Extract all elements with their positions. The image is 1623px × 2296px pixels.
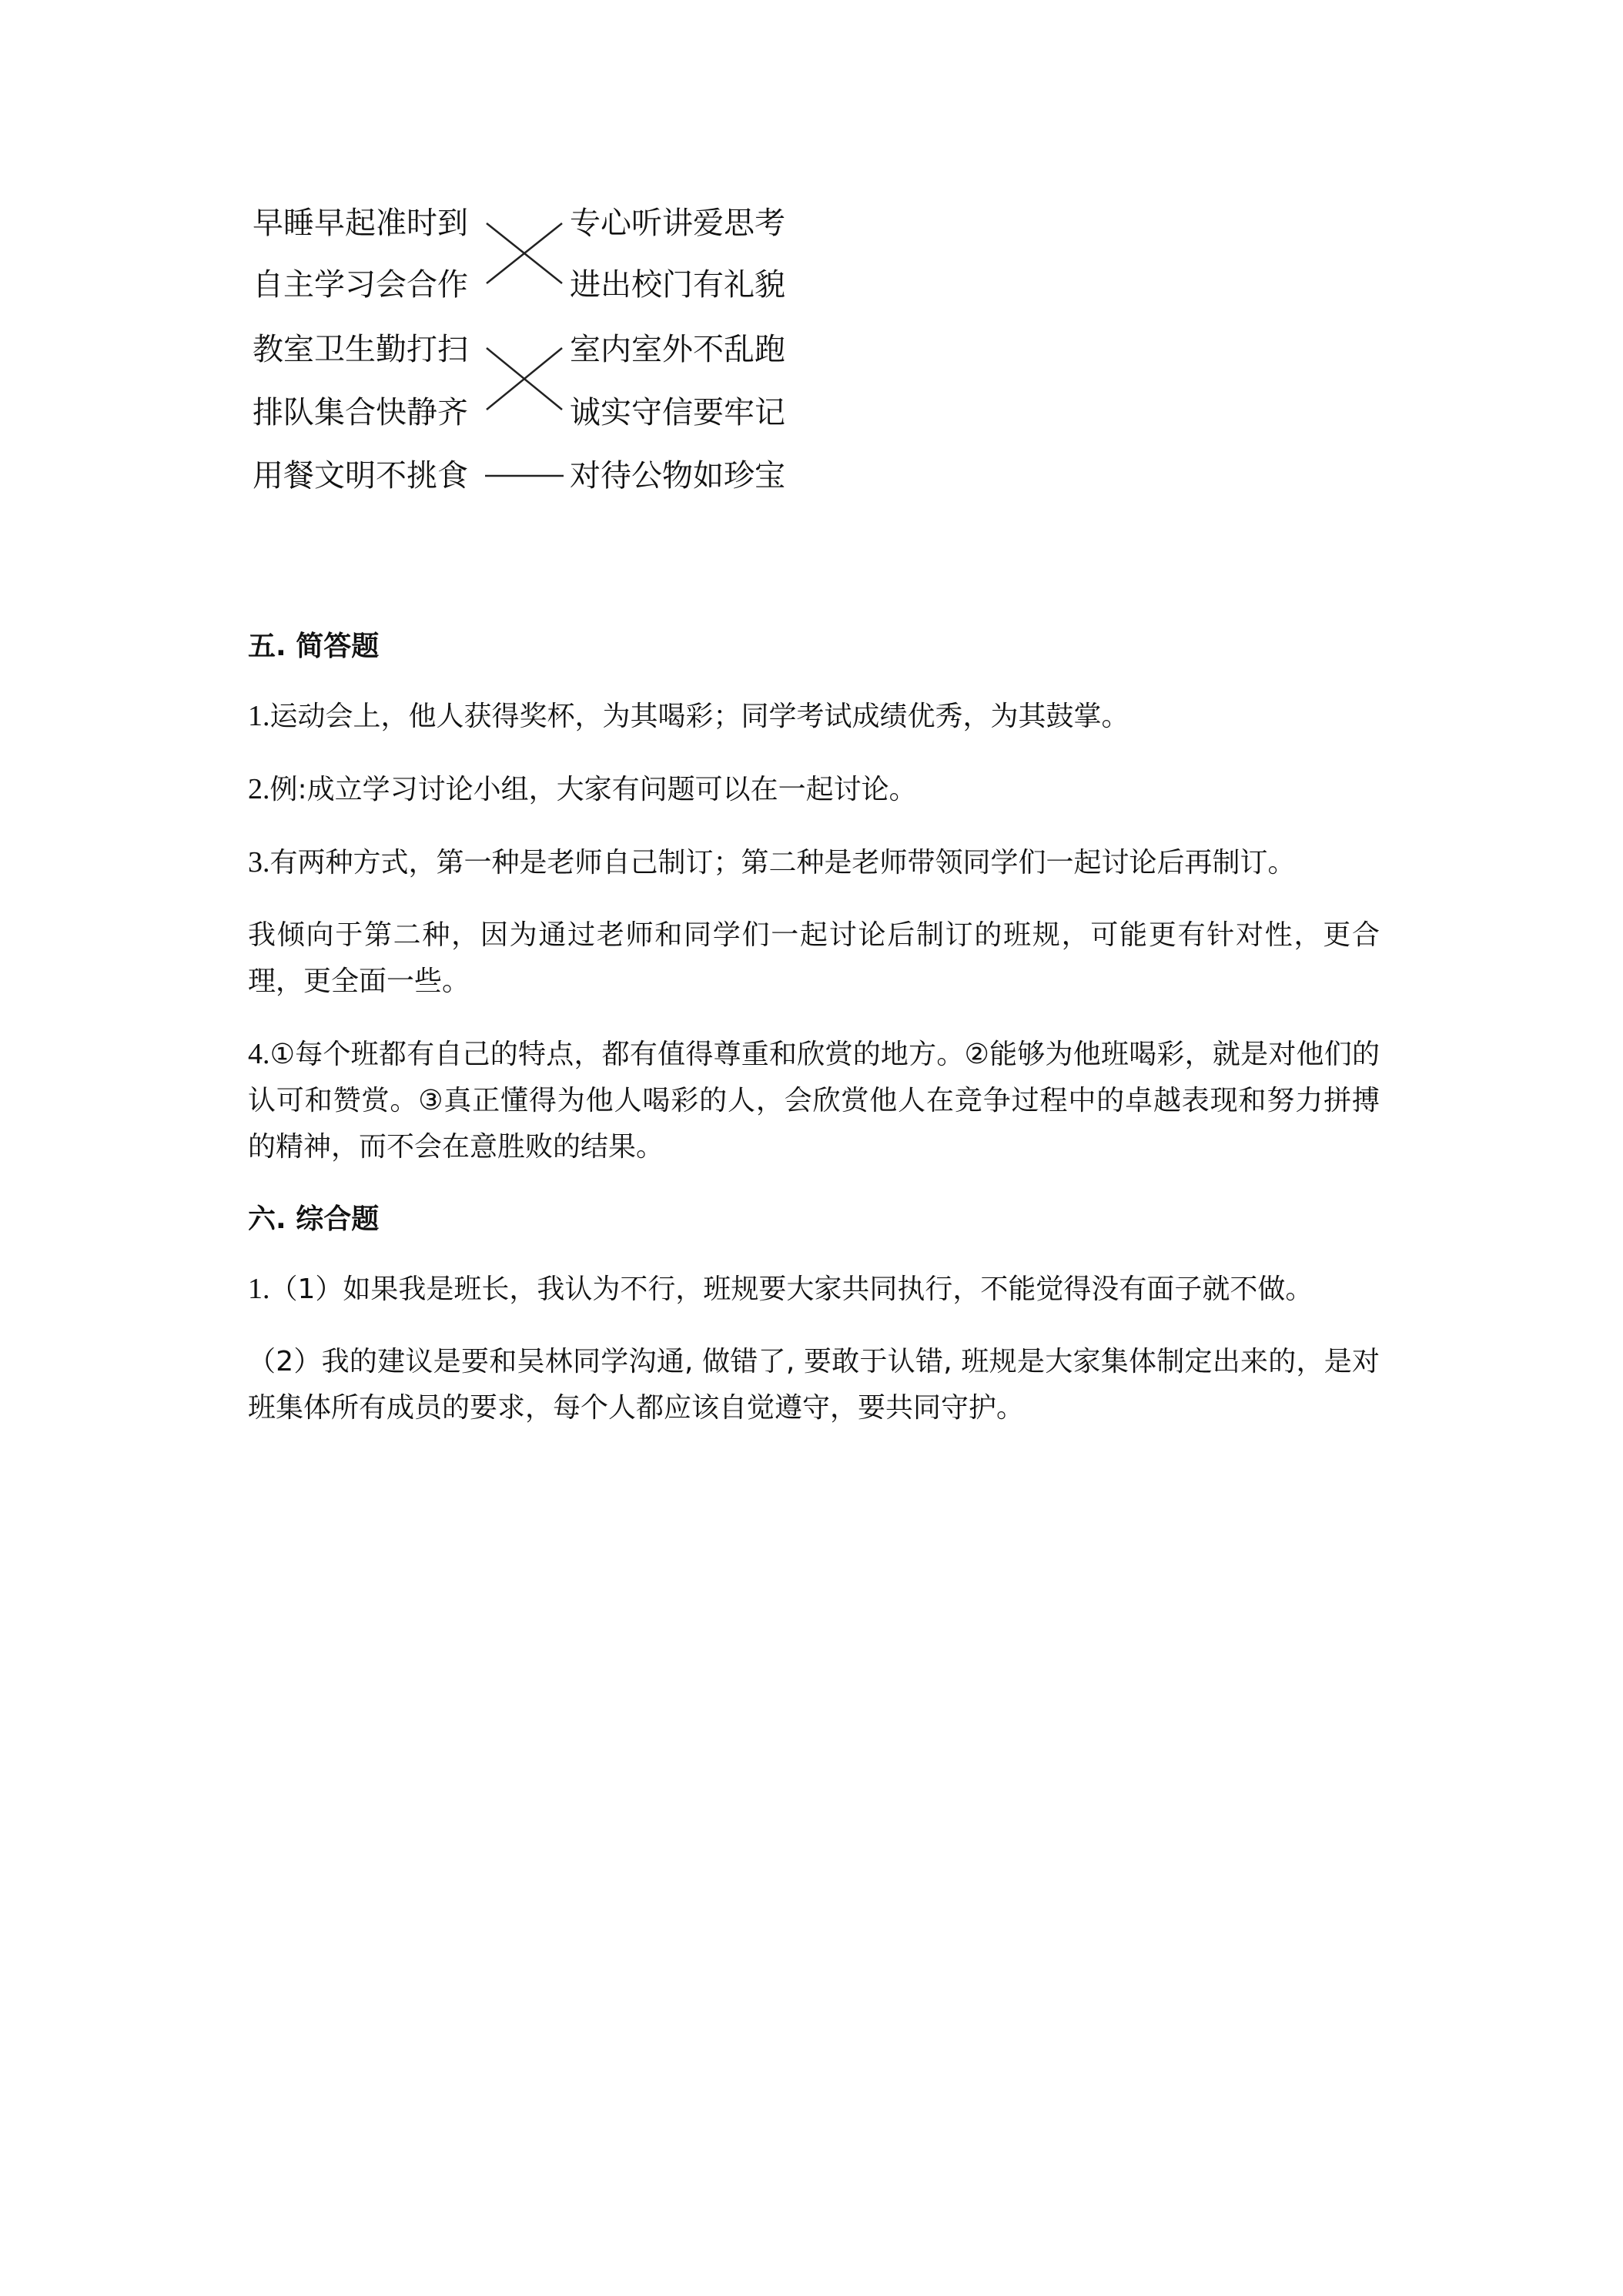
section-5-answer-3-continued: 我倾向于第二种，因为通过老师和同学们一起讨论后制订的班规，可能更有针对性，更合理，更全面一些。 — [248, 919, 1380, 997]
answer-number: 1. — [248, 700, 270, 732]
match-right-3: 室内室外不乱跑 — [570, 332, 785, 367]
answer-number: 1. — [248, 1273, 270, 1305]
section-5-answer-2 — [248, 766, 1380, 813]
match-left-4: 排队集合快静齐 — [253, 395, 468, 430]
answer-number: 4. — [248, 1038, 270, 1070]
section-5-heading: 五. 简答题 — [248, 631, 380, 662]
section-5-answer-1 — [248, 693, 1380, 740]
answer-text: 例:成立学习讨论小组，大家有问题可以在一起讨论。 — [269, 774, 917, 805]
answer-number: 2. — [248, 773, 270, 805]
match-right-2: 进出校门有礼貌 — [570, 267, 785, 303]
section-5-answer-3 — [248, 839, 1380, 886]
section-6-answer-1-part-2: （2）我的建议是要和吴林同学沟通, 做错了, 要敢于认错, 班规是大家集体制定出来的，是对班集体所有成员的要求，每个人都应该自觉遵守，要共同守护。 — [248, 1346, 1380, 1424]
match-right-1: 专心听讲爱思考 — [570, 206, 785, 241]
match-left-3: 教室卫生勤打扫 — [253, 332, 468, 367]
matching-figure — [246, 185, 816, 508]
match-right-5: 对待公物如珍宝 — [570, 458, 785, 494]
match-left-2: 自主学习会合作 — [253, 267, 468, 303]
match-left-1: 早睡早起准时到 — [253, 206, 468, 241]
answer-text: （1）如果我是班长，我认为不行，班规要大家共同执行，不能觉得没有面子就不做。 — [269, 1274, 1313, 1305]
section-6-answer-1 — [248, 1266, 1380, 1313]
section-5-answer-4 — [248, 1031, 1380, 1170]
answer-content — [248, 624, 1380, 1458]
match-left-5: 用餐文明不挑食 — [253, 458, 468, 494]
answer-text: 运动会上，他人获得奖杯，为其喝彩；同学考试成绩优秀，为其鼓掌。 — [269, 701, 1129, 732]
answer-text: ①每个班都有自己的特点，都有值得尊重和欣赏的地方。②能够为他班喝彩，就是对他们的认可和赞赏。③真正懂得为他人喝彩的人，会欣赏他人在竞争过程中的卓越表现和努力拼搏的精神，而不会在意胜败的结果。 — [248, 1039, 1380, 1163]
answer-number: 3. — [248, 846, 270, 879]
answer-text: 有两种方式，第一种是老师自己制订；第二种是老师带领同学们一起讨论后再制订。 — [269, 847, 1296, 879]
match-right-4: 诚实守信要牢记 — [570, 395, 785, 430]
section-6-heading: 六. 综合题 — [248, 1203, 380, 1235]
